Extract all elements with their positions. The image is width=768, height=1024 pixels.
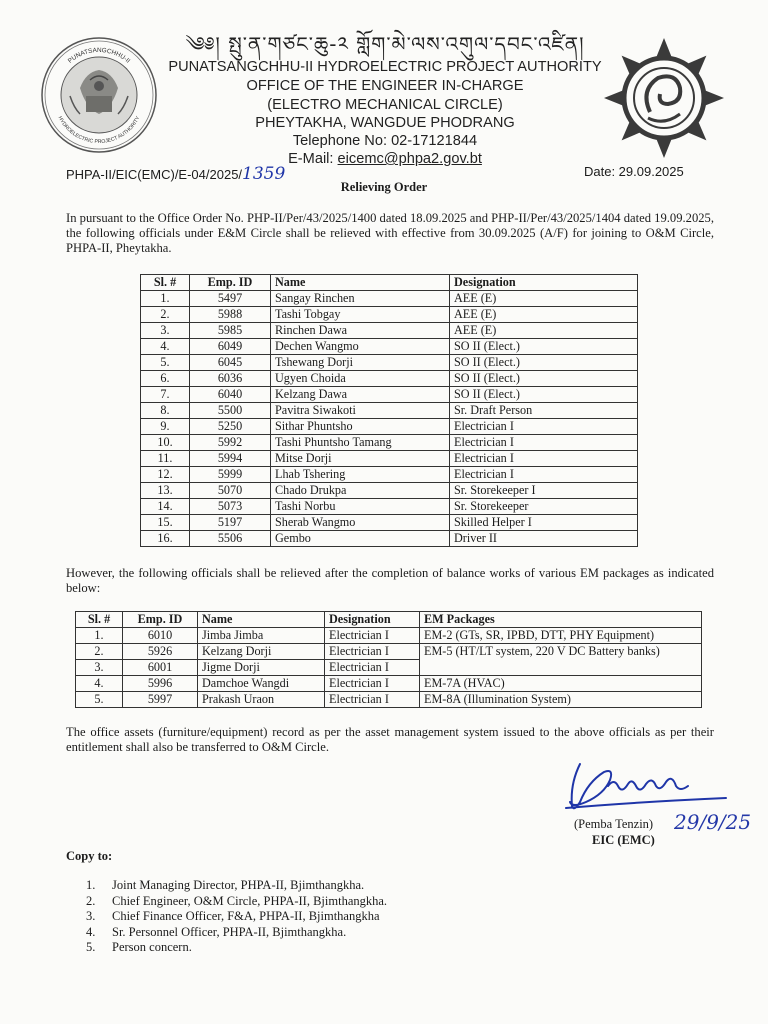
cell-emp-id: 5997 bbox=[123, 692, 198, 708]
table-row bbox=[141, 291, 638, 307]
list-item-text: Joint Managing Director, PHPA-II, Bjimthangkha. bbox=[112, 878, 365, 892]
cell-name: Tashi Tobgay bbox=[271, 307, 450, 323]
cell-name: Tshewang Dorji bbox=[271, 355, 450, 371]
cell-emp-id: 5996 bbox=[123, 676, 198, 692]
cell-designation: Electrician I bbox=[325, 660, 420, 676]
cell-emp-id: 5992 bbox=[190, 435, 271, 451]
list-item-text: Sr. Personnel Officer, PHPA-II, Bjimthangkha. bbox=[112, 924, 347, 939]
handwritten-reference: 1359 bbox=[242, 164, 286, 184]
cell-em-package: EM-2 (GTs, SR, IPBD, DTT, PHY Equipment) bbox=[420, 628, 702, 644]
cell-designation: Electrician I bbox=[450, 435, 638, 451]
cell-emp-id: 5506 bbox=[190, 531, 271, 547]
cell-designation: Electrician I bbox=[325, 692, 420, 708]
cell-sl: 9. bbox=[141, 419, 190, 435]
copy-to-list bbox=[86, 878, 387, 956]
table-row bbox=[141, 435, 638, 451]
cell-designation: Electrician I bbox=[325, 628, 420, 644]
cell-name: Kelzang Dawa bbox=[271, 387, 450, 403]
cell-designation: Sr. Storekeeper bbox=[450, 499, 638, 515]
cell-sl: 3. bbox=[76, 660, 123, 676]
balance-works-paragraph: However, the following officials shall be relieved after the completion of balance works of various EM packages as indicated below: bbox=[66, 566, 714, 595]
intro-paragraph: In pursuant to the Office Order No. PHP-II/Per/43/2025/1400 dated 18.09.2025 and PHP-II/Per/43/2025/1404 dated 19.09.2025, the following officials under E&M Circle shall be relieved with effective from 30.09.2025 (A/F) for joining to O&M Circle, PHPA-II, Pheytakha. bbox=[66, 211, 714, 255]
cell-designation: Electrician I bbox=[450, 467, 638, 483]
col-name: Name bbox=[271, 275, 450, 291]
table-row bbox=[76, 676, 702, 692]
cell-name: Jimba Jimba bbox=[198, 628, 325, 644]
table-row bbox=[141, 499, 638, 515]
cell-sl: 1. bbox=[76, 628, 123, 644]
cell-sl: 12. bbox=[141, 467, 190, 483]
cell-sl: 3. bbox=[141, 323, 190, 339]
col-name: Name bbox=[198, 612, 325, 628]
cell-sl: 7. bbox=[141, 387, 190, 403]
cell-emp-id: 6036 bbox=[190, 371, 271, 387]
org-name: PUNATSANGCHHU-II HYDROELECTRIC PROJECT AUTHORITY bbox=[168, 59, 602, 75]
cell-emp-id: 5994 bbox=[190, 451, 271, 467]
assets-paragraph: The office assets (furniture/equipment) record as per the asset management system issued to the above officials as per their entitlement shall also be transferred to O&M Circle. bbox=[66, 725, 714, 754]
cell-sl: 2. bbox=[141, 307, 190, 323]
signatory-title: EIC (EMC) bbox=[592, 833, 655, 847]
cell-designation: Sr. Draft Person bbox=[450, 403, 638, 419]
table-row bbox=[141, 419, 638, 435]
email-label: E-Mail: bbox=[288, 151, 338, 167]
cell-designation: AEE (E) bbox=[450, 307, 638, 323]
cell-name: Sherab Wangmo bbox=[271, 515, 450, 531]
cell-emp-id: 6001 bbox=[123, 660, 198, 676]
cell-emp-id: 5985 bbox=[190, 323, 271, 339]
col-sl: Sl. # bbox=[141, 275, 190, 291]
table-row bbox=[141, 483, 638, 499]
cell-name: Prakash Uraon bbox=[198, 692, 325, 708]
cell-name: Damchoe Wangdi bbox=[198, 676, 325, 692]
table-row bbox=[76, 692, 702, 708]
cell-designation: SO II (Elect.) bbox=[450, 355, 638, 371]
cell-em-package: EM-8A (Illumination System) bbox=[420, 692, 702, 708]
table-row bbox=[141, 387, 638, 403]
signatory-name: (Pemba Tenzin) bbox=[574, 817, 654, 831]
table-row bbox=[141, 531, 638, 547]
table-row bbox=[76, 628, 702, 644]
list-item-text: Person concern. bbox=[112, 940, 192, 954]
cell-emp-id: 5926 bbox=[123, 644, 198, 660]
cell-emp-id: 6049 bbox=[190, 339, 271, 355]
cell-name: Chado Drukpa bbox=[271, 483, 450, 499]
cell-sl: 11. bbox=[141, 451, 190, 467]
list-item bbox=[86, 894, 387, 910]
col-designation: Designation bbox=[325, 612, 420, 628]
cell-designation: SO II (Elect.) bbox=[450, 371, 638, 387]
list-item bbox=[86, 878, 387, 894]
order-date: Date: 29.09.2025 bbox=[584, 164, 684, 179]
document-title: Relieving Order bbox=[340, 180, 428, 194]
cell-designation: Electrician I bbox=[325, 644, 420, 660]
col-emp-id: Emp. ID bbox=[123, 612, 198, 628]
table-header-row bbox=[76, 612, 702, 628]
dzongkha-org-name: ༄༅། སྤུ་ན་གཙང་ཆུ-༢ གློག་མེ་ལས་འགུལ་དབང་འཛིན། bbox=[185, 32, 585, 56]
cell-sl: 14. bbox=[141, 499, 190, 515]
col-em-packages: EM Packages bbox=[420, 612, 702, 628]
cell-name: Jigme Dorji bbox=[198, 660, 325, 676]
cell-designation: SO II (Elect.) bbox=[450, 339, 638, 355]
cell-name: Rinchen Dawa bbox=[271, 323, 450, 339]
phpa-seal-logo bbox=[40, 36, 158, 154]
list-item-number: 3. bbox=[86, 909, 96, 923]
cell-name: Sangay Rinchen bbox=[271, 291, 450, 307]
table-row bbox=[141, 403, 638, 419]
cell-designation: Skilled Helper I bbox=[450, 515, 638, 531]
cell-designation: Sr. Storekeeper I bbox=[450, 483, 638, 499]
cell-name: Tashi Norbu bbox=[271, 499, 450, 515]
office-name: OFFICE OF THE ENGINEER IN-CHARGE bbox=[246, 78, 524, 94]
list-item-text: Chief Finance Officer, F&A, PHPA-II, Bjimthangkha bbox=[112, 909, 380, 923]
table-row bbox=[141, 355, 638, 371]
telephone: Telephone No: 02-17121844 bbox=[292, 133, 478, 149]
seal-top-text: PUNATSANGCHHU-II bbox=[66, 46, 132, 65]
cell-designation: Electrician I bbox=[450, 419, 638, 435]
cell-sl: 15. bbox=[141, 515, 190, 531]
col-emp-id: Emp. ID bbox=[190, 275, 271, 291]
col-designation: Designation bbox=[450, 275, 638, 291]
cell-emp-id: 6010 bbox=[123, 628, 198, 644]
cell-sl: 5. bbox=[76, 692, 123, 708]
list-item bbox=[86, 925, 387, 941]
table-row bbox=[141, 307, 638, 323]
cell-emp-id: 5197 bbox=[190, 515, 271, 531]
list-item bbox=[86, 940, 387, 956]
cell-emp-id: 6045 bbox=[190, 355, 271, 371]
copy-to-heading: Copy to: bbox=[66, 849, 113, 863]
cell-emp-id: 5070 bbox=[190, 483, 271, 499]
cell-sl: 1. bbox=[141, 291, 190, 307]
cell-emp-id: 5500 bbox=[190, 403, 271, 419]
cell-designation: SO II (Elect.) bbox=[450, 387, 638, 403]
cell-name: Dechen Wangmo bbox=[271, 339, 450, 355]
cell-name: Mitse Dorji bbox=[271, 451, 450, 467]
cell-name: Gembo bbox=[271, 531, 450, 547]
table-row bbox=[141, 339, 638, 355]
cell-name: Pavitra Siwakoti bbox=[271, 403, 450, 419]
table-row bbox=[141, 371, 638, 387]
cell-name: Ugyen Choida bbox=[271, 371, 450, 387]
cell-name: Lhab Tshering bbox=[271, 467, 450, 483]
list-item-number: 4. bbox=[86, 924, 96, 939]
cell-sl: 16. bbox=[141, 531, 190, 547]
table-row bbox=[141, 451, 638, 467]
table-row bbox=[76, 644, 702, 660]
circle-name: (ELECTRO MECHANICAL CIRCLE) bbox=[267, 97, 503, 113]
cell-sl: 4. bbox=[76, 676, 123, 692]
cell-sl: 10. bbox=[141, 435, 190, 451]
cell-sl: 8. bbox=[141, 403, 190, 419]
cell-name: Tashi Phuntsho Tamang bbox=[271, 435, 450, 451]
seal-bottom-text: HYDROELECTRIC PROJECT AUTHORITY bbox=[56, 115, 142, 146]
cell-sl: 4. bbox=[141, 339, 190, 355]
cell-designation: Driver II bbox=[450, 531, 638, 547]
cell-name: Kelzang Dorji bbox=[198, 644, 325, 660]
cell-emp-id: 6040 bbox=[190, 387, 271, 403]
cell-em-package: EM-7A (HVAC) bbox=[420, 676, 702, 692]
cell-sl: 6. bbox=[141, 371, 190, 387]
handwritten-signature-date: 29/9/25 bbox=[674, 810, 752, 834]
cell-emp-id: 5988 bbox=[190, 307, 271, 323]
cell-designation: Electrician I bbox=[450, 451, 638, 467]
cell-sl: 5. bbox=[141, 355, 190, 371]
list-item-text: Chief Engineer, O&M Circle, PHPA-II, Bjimthangkha. bbox=[112, 893, 388, 908]
cell-emp-id: 5999 bbox=[190, 467, 271, 483]
cell-sl: 2. bbox=[76, 644, 123, 660]
em-packages-table bbox=[75, 611, 702, 708]
list-item-number: 2. bbox=[86, 893, 96, 908]
cell-designation: Electrician I bbox=[325, 676, 420, 692]
cell-designation: AEE (E) bbox=[450, 291, 638, 307]
signature-mark bbox=[556, 756, 746, 818]
relieved-officials-table bbox=[140, 274, 638, 547]
table-row bbox=[141, 323, 638, 339]
table-header-row bbox=[141, 275, 638, 291]
table-row bbox=[141, 467, 638, 483]
col-sl: Sl. # bbox=[76, 612, 123, 628]
location: PHEYTAKHA, WANGDUE PHODRANG bbox=[255, 115, 515, 131]
list-item-number: 1. bbox=[86, 878, 96, 892]
cell-emp-id: 5073 bbox=[190, 499, 271, 515]
list-item-number: 5. bbox=[86, 940, 96, 954]
reference-text: PHPA-II/EIC(EMC)/E-04/2025/ bbox=[66, 167, 243, 182]
cell-designation: AEE (E) bbox=[450, 323, 638, 339]
email-link[interactable]: eicemc@phpa2.gov.bt bbox=[337, 151, 482, 167]
list-item bbox=[86, 909, 387, 925]
cell-em-package: EM-5 (HT/LT system, 220 V DC Battery banks) bbox=[420, 644, 702, 676]
cell-emp-id: 5250 bbox=[190, 419, 271, 435]
cell-sl: 13. bbox=[141, 483, 190, 499]
cell-emp-id: 5497 bbox=[190, 291, 271, 307]
cell-name: Sithar Phuntsho bbox=[271, 419, 450, 435]
table-row bbox=[141, 515, 638, 531]
